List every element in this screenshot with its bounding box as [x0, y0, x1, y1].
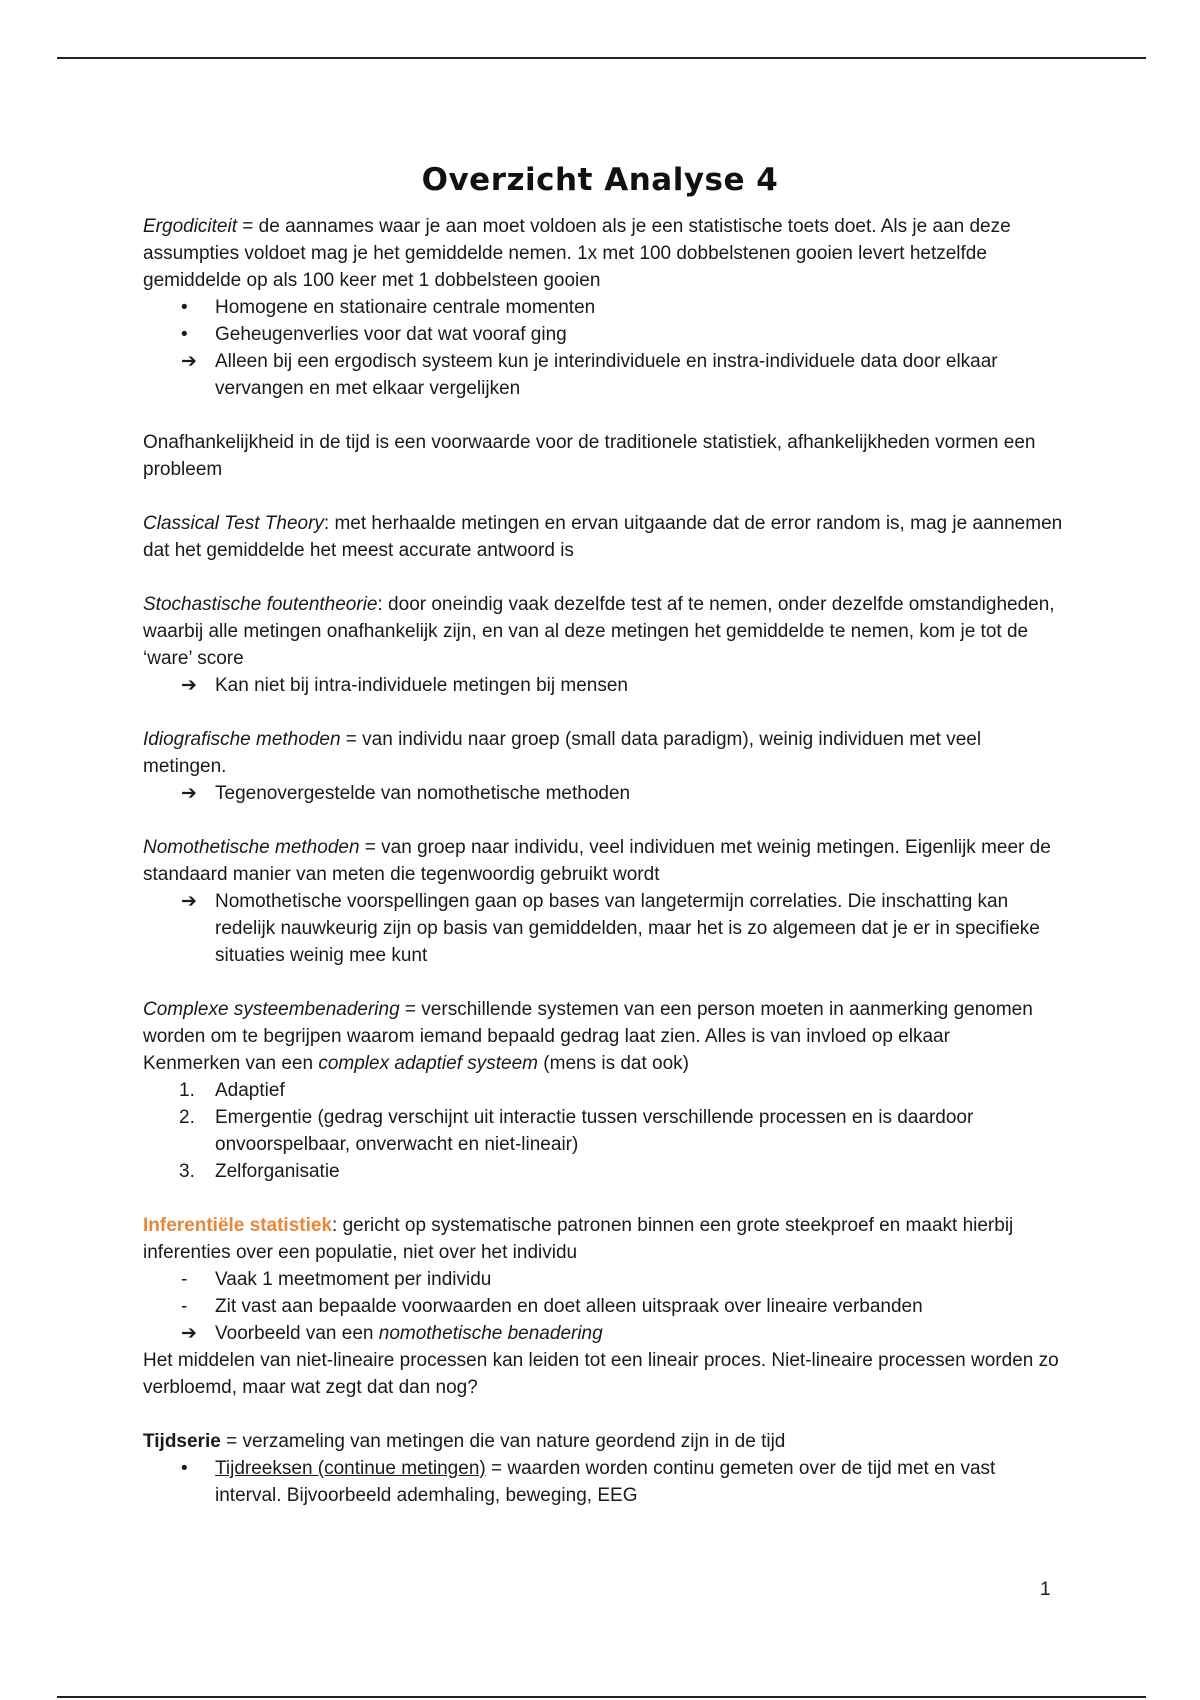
middelen-paragraph: Het middelen van niet-lineaire processen kan leiden tot een lineair proces. Niet-lineaire processen worden zo verbloemd, maar wat zegt dat dan nog?	[143, 1350, 1059, 1398]
ergodiciteit-paragraph: Ergodiciteit = de aannames waar je aan moet voldoen als je een statistische toets doet. Als je aan deze assumpties voldoet mag je het gemiddelde nemen. 1x met 100 dobbelstenen gooien levert hetzelfde gemiddelde op als 100 keer met 1 dobbelsteen gooien	[143, 216, 1011, 291]
list-item: - Zit vast aan bepaalde voorwaarden en doet alleen uitspraak over lineaire verbanden	[143, 1293, 1063, 1320]
list-item: • Geheugenverlies voor dat wat vooraf ging	[143, 321, 1063, 348]
list-item: 3. Zelforganisatie	[179, 1161, 340, 1182]
tijdserie-paragraph: Tijdserie = verzameling van metingen die van nature geordend zijn in de tijd	[143, 1431, 786, 1452]
stochastisch-paragraph: Stochastische foutentheorie: door oneindig vaak dezelfde test af te nemen, onder dezelfde omstandigheden, waarbij alle metingen onafhankelijk zijn, en van al deze metingen het gemiddelde te nemen, kom je tot de ‘ware’ score	[143, 594, 1055, 669]
term-complex: Complexe systeembenadering	[143, 999, 400, 1020]
kenmerken-line: Kenmerken van een complex adaptief systeem (mens is dat ook)	[143, 1053, 690, 1074]
term-stochastisch: Stochastische foutentheorie	[143, 594, 378, 615]
term-idiografisch: Idiografische methoden	[143, 729, 341, 750]
list-item: ➔ Voorbeeld van een nomothetische benadering	[143, 1320, 1063, 1347]
list-item: 1. Adaptief	[179, 1080, 285, 1101]
ctt-paragraph: Classical Test Theory: met herhaalde metingen en ervan uitgaande dat de error random is, mag je aannemen dat het gemiddelde het meest accurate antwoord is	[143, 513, 1063, 561]
footer-rule	[57, 1696, 1146, 1698]
onafhankelijkheid-paragraph: Onafhankelijkheid in de tijd is een voorwaarde voor de traditionele statistiek, afhankelijkheden vormen een probleem	[143, 432, 1036, 480]
term-ctt: Classical Test Theory	[143, 513, 324, 534]
bullet-icon: •	[181, 1458, 188, 1479]
term-nomothetisch: Nomothetische methoden	[143, 837, 360, 858]
bullet-icon: •	[181, 324, 188, 345]
term-tijdserie: Tijdserie	[143, 1431, 221, 1452]
header-rule	[57, 57, 1146, 59]
list-item: ➔ Tegenovergestelde van nomothetische methoden	[143, 780, 1063, 807]
dash-icon: -	[181, 1296, 188, 1317]
list-item: • Homogene en stationaire centrale momenten	[143, 294, 1063, 321]
document-body	[143, 213, 1063, 1509]
arrow-icon: ➔	[181, 891, 197, 912]
list-item: • Tijdreeksen (continue metingen) = waarden worden continu gemeten over de tijd met en vast interval. Bijvoorbeeld ademhaling, beweging, EEG	[143, 1455, 1063, 1509]
list-item: ➔ Kan niet bij intra-individuele metingen bij mensen	[143, 672, 1063, 699]
idiografisch-paragraph: Idiografische methoden = van individu naar groep (small data paradigm), weinig individuen met veel metingen.	[143, 729, 982, 777]
bullet-icon: •	[181, 297, 188, 318]
arrow-icon: ➔	[181, 783, 197, 804]
term-inferentieel: Inferentiële statistiek	[143, 1215, 333, 1236]
arrow-icon: ➔	[181, 675, 197, 696]
arrow-icon: ➔	[181, 1323, 197, 1344]
dash-icon: -	[181, 1269, 188, 1290]
complex-paragraph: Complexe systeembenadering = verschillende systemen van een person moeten in aanmerking genomen worden om te begrijpen waarom iemand bepaald gedrag laat zien. Alles is van invloed op elkaar	[143, 999, 1033, 1047]
inferentieel-paragraph: Inferentiële statistiek: gericht op systematische patronen binnen een grote steekproef en maakt hierbij inferenties over een populatie, niet over het individu	[143, 1215, 1014, 1263]
term-ergodiciteit: Ergodiciteit	[143, 216, 237, 237]
arrow-icon: ➔	[181, 351, 197, 372]
list-item: ➔ Alleen bij een ergodisch systeem kun je interindividuele en instra-individuele data door elkaar vervangen en met elkaar vergelijken	[143, 348, 1063, 402]
list-item: - Vaak 1 meetmoment per individu	[143, 1266, 1063, 1293]
page-number: 1	[1040, 1579, 1051, 1600]
list-item: ➔ Nomothetische voorspellingen gaan op bases van langetermijn correlaties. Die inschatting kan redelijk nauwkeurig zijn op basis van gemiddelden, maar het is zo algemeen dat je er in specifieke situaties weinig mee kunt	[143, 888, 1063, 969]
list-item: 2. Emergentie (gedrag verschijnt uit interactie tussen verschillende processen en is daardoor onvoorspelbaar, onverwacht en niet-lineair)	[179, 1107, 974, 1155]
nomothetisch-paragraph: Nomothetische methoden = van groep naar individu, veel individuen met weinig metingen. Eigenlijk meer de standaard manier van meten die tegenwoordig gebruikt wordt	[143, 837, 1051, 885]
page-title: Overzicht Analyse 4	[421, 162, 779, 198]
